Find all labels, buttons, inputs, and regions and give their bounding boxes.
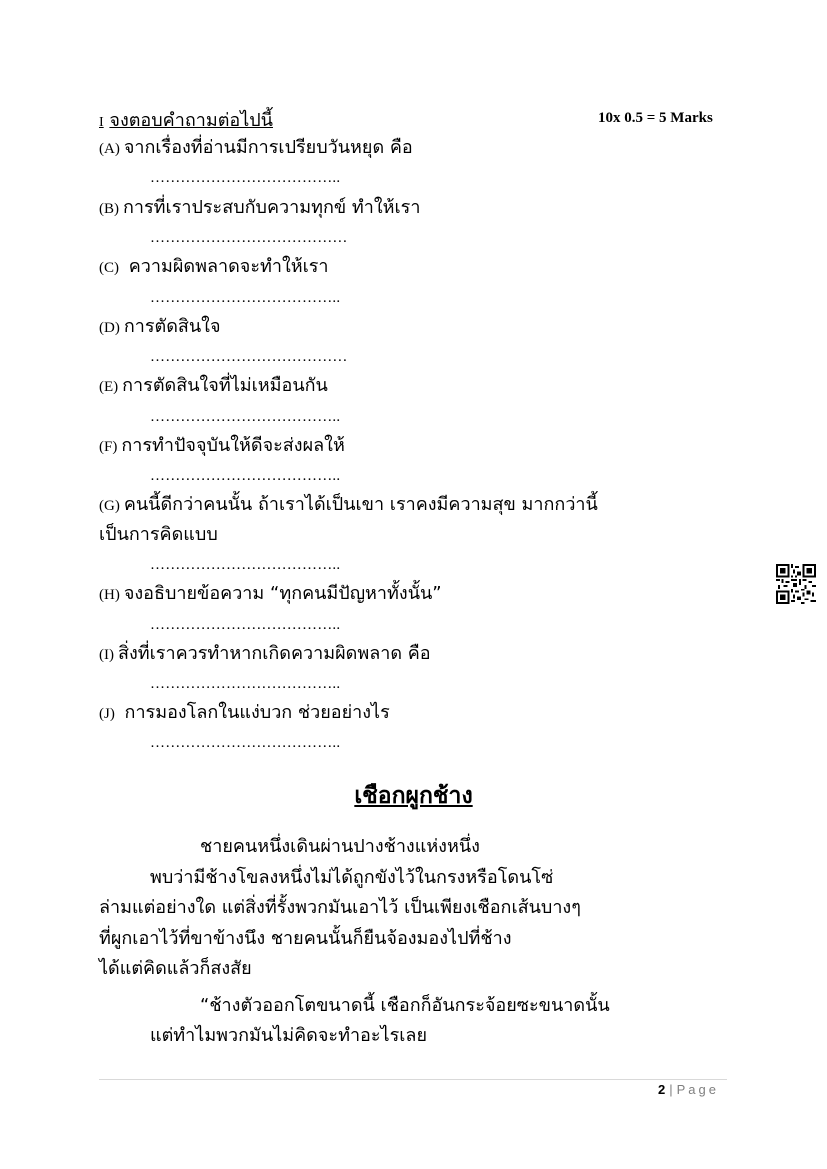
page-separator: | — [669, 1082, 673, 1097]
question-h — [99, 580, 442, 609]
question-text: จงอธิบายข้อความ “ทุกคนมีปัญหาทั้งนั้น” — [123, 583, 442, 604]
answer-line-e: ……………………………….. — [150, 409, 341, 425]
question-text: จากเรื่องที่อ่านมีการเปรียบวันหยุด คือ — [123, 137, 413, 158]
question-letter: (A) — [99, 141, 120, 157]
story-line-5: ได้แต่คิดแล้วก็สงสัย — [99, 958, 252, 979]
story-line-1: ชายคนหนึ่งเดินผ่านปางช้างแห่งหนึ่ง — [200, 836, 480, 857]
question-text: การทำปัจจุบันให้ดีจะส่งผลให้ — [121, 435, 345, 456]
question-d — [99, 313, 221, 342]
section-heading-text: จงตอบคำถามต่อไปนี้ — [109, 110, 273, 131]
answer-line-c: ……………………………….. — [150, 290, 341, 306]
question-a — [99, 134, 413, 163]
question-b — [99, 194, 420, 223]
story-title: เชือกผูกช้าง — [354, 783, 473, 809]
question-text: ความผิดพลาดจะทำให้เรา — [123, 256, 329, 277]
answer-line-h: ……………………………….. — [150, 617, 341, 633]
story-line-7: แต่ทำไมพวกมันไม่คิดจะทำอะไรเลย — [150, 1025, 427, 1046]
answer-line-i: ……………………………….. — [150, 676, 341, 692]
story-line-4: ที่ผูกเอาไว้ที่ขาข้างนึง ชายคนนั้นก็ยืนจ้องมองไปที่ช้าง — [99, 928, 512, 949]
question-letter: (I) — [99, 647, 114, 663]
question-i — [99, 640, 431, 669]
question-letter: (D) — [99, 320, 120, 336]
question-letter: (H) — [99, 587, 120, 603]
question-text: สิ่งที่เราควรทำหากเกิดความผิดพลาด คือ — [118, 643, 431, 664]
page-number — [658, 1082, 719, 1097]
question-letter: (E) — [99, 379, 119, 395]
section-heading — [99, 105, 273, 134]
question-letter: (B) — [99, 201, 119, 217]
question-g — [99, 491, 598, 520]
answer-line-g: ……………………………….. — [150, 557, 341, 573]
question-text: การตัดสินใจที่ไม่เหมือนกัน — [122, 375, 328, 396]
story-line-6: “ช้างตัวออกโตขนาดนี้ เชือกก็อันกระจ้อยซะขนาดนั้น — [200, 995, 610, 1016]
question-letter: (F) — [99, 439, 118, 455]
section-roman-numeral: I — [99, 115, 104, 130]
story-line-2: พบว่ามีช้างโขลงหนึ่งไม่ได้ถูกขังไว้ในกรงหรือโดนโซ่ — [150, 867, 554, 888]
question-text: คนนี้ดีกว่าคนนั้น ถ้าเราได้เป็นเขา เราคงมีความสุข มากกว่านี้ — [123, 494, 598, 515]
question-text: การที่เราประสบกับความทุกข์ ทำให้เรา — [123, 197, 421, 218]
answer-line-d: ………………………………… — [150, 349, 348, 365]
question-letter: (G) — [99, 498, 120, 514]
question-e — [99, 372, 328, 401]
footer-divider — [99, 1079, 727, 1080]
answer-line-b: ………………………………… — [150, 230, 348, 246]
qr-code-icon — [776, 564, 816, 604]
question-j — [99, 699, 390, 728]
question-letter: (C) — [99, 260, 119, 276]
story-line-3: ล่ามแต่อย่างใด แต่สิ่งที่รั้งพวกมันเอาไว้ เป็นเพียงเชือกเส้นบางๆ — [99, 897, 581, 918]
answer-line-f: ……………………………….. — [150, 468, 341, 484]
question-c — [99, 253, 329, 282]
answer-line-a: ……………………………….. — [150, 170, 341, 186]
answer-line-j: ……………………………….. — [150, 735, 341, 751]
marks-label: 10x 0.5 = 5 Marks — [598, 110, 713, 126]
question-f — [99, 432, 345, 461]
question-text: การมองโลกในแง่บวก ช่วยอย่างไร — [118, 702, 390, 723]
question-letter: (J) — [99, 706, 115, 722]
page-number-value: 2 — [658, 1082, 666, 1097]
page-label: Page — [676, 1082, 719, 1097]
question-text: การตัดสินใจ — [123, 316, 221, 337]
question-g-continuation: เป็นการคิดแบบ — [99, 524, 218, 545]
